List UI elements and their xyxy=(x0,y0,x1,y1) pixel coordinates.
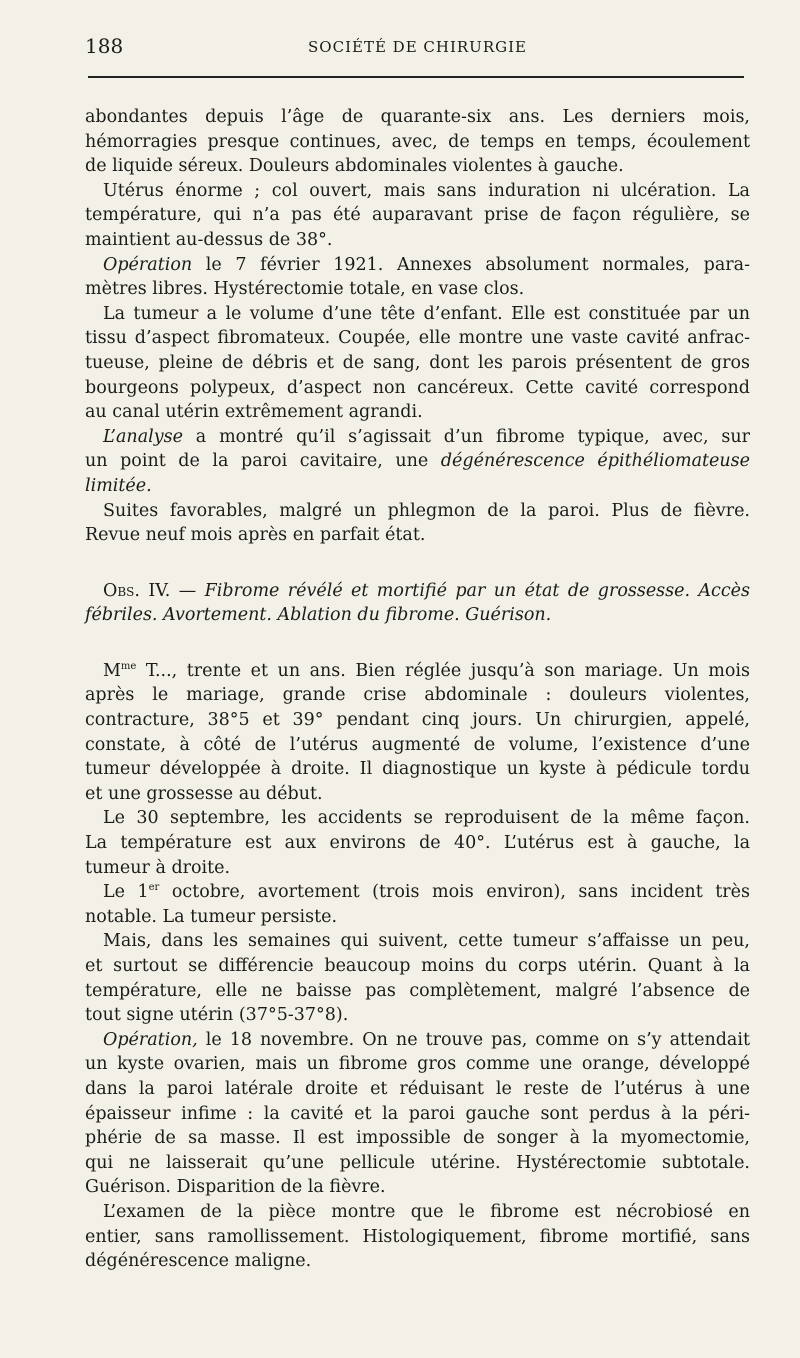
text-line: un kyste ovarien, mais un fibrome gros comme une orange, développé xyxy=(85,1054,750,1075)
italic-text: L’analyse xyxy=(103,426,183,447)
superscript: me xyxy=(120,660,137,672)
text-line: La tumeur a le volume d’une tête d’enfant. Elle est constituée par un xyxy=(103,303,750,324)
superscript: er xyxy=(148,882,160,894)
text-line: contracture, 38°5 et 39° pendant cinq jours. Un chirurgien, appelé, xyxy=(85,710,750,731)
text-line: mètres libres. Hystérectomie totale, en vase clos. xyxy=(85,279,525,300)
text-line: hémorragies presque continues, avec, de temps en temps, écoulement xyxy=(85,131,750,152)
text-line: et surtout se différencie beaucoup moins du corps utérin. Quant à la xyxy=(85,956,750,976)
text-run: octobre, avortement (trois mois environ), sans incident très xyxy=(159,882,750,903)
text-run: Obs xyxy=(103,580,135,601)
text-line: qui ne laisserait qu’une pellicule utérine. Hystérectomie subtotale. xyxy=(85,1152,750,1173)
text-line xyxy=(85,449,750,474)
running-head: SOCIÉTÉ DE CHIRURGIE xyxy=(308,38,527,56)
text-line xyxy=(85,1028,750,1053)
text-line xyxy=(85,659,750,684)
text-line: notable. La tumeur persiste. xyxy=(85,906,338,927)
page-header xyxy=(85,34,750,60)
text-line xyxy=(85,880,750,905)
text-line: maintient au-dessus de 38°. xyxy=(85,229,333,250)
text-line: tumeur à droite. xyxy=(85,857,231,878)
text-line xyxy=(85,253,750,278)
text-line: et une grossesse au début. xyxy=(85,783,323,804)
text-line: Guérison. Disparition de la fièvre. xyxy=(85,1177,386,1198)
text-line: Suites favorables, malgré un phlegmon de la paroi. Plus de fièvre. xyxy=(103,500,750,521)
text-line xyxy=(85,425,750,450)
text-line: tueuse, pleine de débris et de sang, dont les parois présentent de gros xyxy=(85,352,750,373)
italic-text: fébriles. Avortement. Ablation du fibrome. Guérison. xyxy=(85,605,552,626)
text-line: au canal utérin extrêmement agrandi. xyxy=(85,402,423,423)
text-line xyxy=(85,579,750,604)
text-line: dégénérescence maligne. xyxy=(85,1251,312,1272)
text-line: Le 30 septembre, les accidents se reproduisent de la même façon. xyxy=(103,808,750,829)
section-gap xyxy=(85,628,750,659)
text-line: La température est aux environs de 40°. L’utérus est à gauche, la xyxy=(85,833,750,854)
italic-text: Opération xyxy=(103,254,193,275)
text-line: abondantes depuis l’âge de quarante-six ans. Les derniers mois, xyxy=(85,107,750,127)
italic-text: limitée. xyxy=(85,475,152,496)
italic-text: Opération, xyxy=(103,1029,198,1050)
text-run: M xyxy=(103,660,121,681)
text-line: entier, sans ramollissement. Histologiquement, fibrome mortifié, sans xyxy=(85,1226,750,1247)
text-line: tumeur développée à droite. Il diagnostique un kyste à pédicule tordu xyxy=(85,759,750,780)
text-run: Le 1 xyxy=(103,882,149,903)
text-line: température, elle ne baisse pas complètement, malgré l’absence de xyxy=(85,980,750,1001)
text-line: bourgeons polypeux, d’aspect non cancéreux. Cette cavité correspond xyxy=(85,377,750,398)
text-run: le 7 février 1921. Annexes absolument normales, para- xyxy=(192,254,750,275)
text-line: épaisseur infime : la cavité et la paroi gauche sont perdus à la péri- xyxy=(85,1103,750,1124)
italic-text: Fibrome révélé et mortifié par un état de grossesse. Accès xyxy=(204,580,750,601)
header-rule xyxy=(88,76,744,78)
text-line: tout signe utérin (37°5-37°8). xyxy=(85,1005,349,1026)
text-run: . IV. — xyxy=(134,580,205,601)
text-run: le 18 novembre. On ne trouve pas, comme on s’y attendait xyxy=(197,1029,750,1050)
page-number: 188 xyxy=(85,34,124,58)
text-line xyxy=(85,603,750,628)
text-line: de liquide séreux. Douleurs abdominales violentes à gauche. xyxy=(85,156,624,177)
text-line: constate, à côté de l’utérus augmenté de volume, l’existence d’une xyxy=(85,734,750,755)
text-line xyxy=(85,474,750,499)
text-line: température, qui n’a pas été auparavant prise de façon régulière, se xyxy=(85,205,750,226)
text-line: Utérus énorme ; col ouvert, mais sans induration ni ulcération. La xyxy=(103,180,750,201)
text-run: T..., trente et un ans. Bien réglée jusqu’à son mariage. Un mois xyxy=(136,660,750,681)
text-run: un point de la paroi cavitaire, une xyxy=(85,451,441,472)
text-line: Mais, dans les semaines qui suivent, cette tumeur s’affaisse un peu, xyxy=(103,931,750,952)
italic-text: dégénérescence épithéliomateuse xyxy=(440,451,750,472)
section-gap xyxy=(85,548,750,579)
text-line: L’examen de la pièce montre que le fibrome est nécrobiosé en xyxy=(103,1201,750,1222)
text-line: après le mariage, grande crise abdominale : douleurs violentes, xyxy=(85,685,750,706)
text-line: tissu d’aspect fibromateux. Coupée, elle montre une vaste cavité anfrac- xyxy=(85,328,750,349)
text-line: phérie de sa masse. Il est impossible de songer à la myomectomie, xyxy=(85,1128,750,1149)
body-text xyxy=(85,105,750,1274)
text-line: dans la paroi latérale droite et réduisant le reste de l’utérus à une xyxy=(85,1078,750,1099)
text-run: a montré qu’il s’agissait d’un fibrome typique, avec, sur xyxy=(182,426,750,447)
text-line: Revue neuf mois après en parfait état. xyxy=(85,525,426,546)
